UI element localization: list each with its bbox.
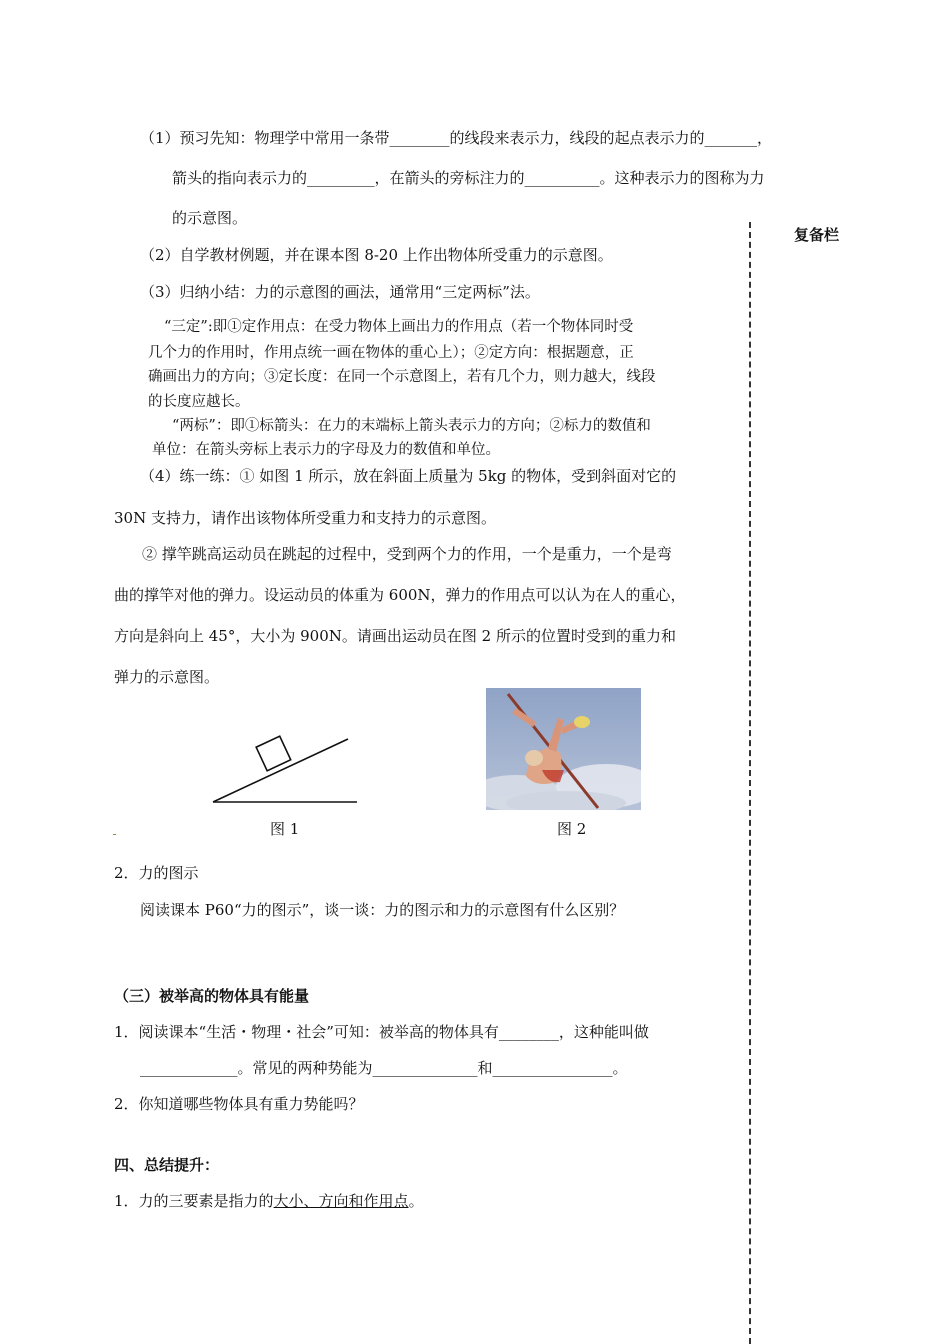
underlined-answer: 大小、方向和作用点 — [273, 1192, 409, 1210]
text-line: 的长度应越长。 — [148, 394, 250, 410]
sidebar-divider — [749, 222, 751, 1344]
text-line: 确画出力的方向；③定长度：在同一个示意图上，若有几个力，则力越大，线段 — [148, 369, 656, 385]
text-line: 单位：在箭头旁标上表示力的字母及力的数值和单位。 — [152, 442, 500, 458]
figure-2-caption: 图 2 — [557, 820, 587, 838]
text-line: （2）自学教材例题，并在课本图 8-20 上作出物体所受重力的示意图。 — [140, 246, 613, 264]
text-line: 的示意图。 — [172, 209, 248, 227]
figure-1-caption: 图 1 — [270, 820, 300, 838]
text-line: 阅读课本 P60“力的图示”，谈一谈：力的图示和力的示意图有什么区别？ — [140, 901, 625, 919]
stray-mark — [113, 834, 116, 835]
text-line: （1）预习先知：物理学中常用一条带________的线段来表示力，线段的起点表示力的_______， — [140, 129, 773, 147]
text-line: 几个力的作用时，作用点统一画在物体的重心上）；②定方向：根据题意，正 — [148, 345, 634, 361]
text-fragment: 1．力的三要素是指力的 — [114, 1192, 274, 1210]
section-heading: 四、总结提升： — [114, 1156, 220, 1174]
sidebar-label: 复备栏 — [794, 226, 840, 244]
text-line: 方向是斜向上 45°，大小为 900N。请画出运动员在图 2 所示的位置时受到的重力和 — [114, 627, 676, 645]
text-fragment: 。 — [408, 1192, 424, 1210]
text-line: 弹力的示意图。 — [114, 668, 220, 686]
section-heading: （三）被举高的物体具有能量 — [114, 987, 310, 1005]
text-line: ② 撑竿跳高运动员在跳起的过程中，受到两个力的作用，一个是重力，一个是弯 — [142, 545, 672, 563]
text-line: 2．力的图示 — [114, 864, 199, 882]
text-line: 1．阅读课本“生活・物理・社会”可知：被举高的物体具有________，这种能叫做 — [114, 1023, 649, 1041]
text-line — [114, 1191, 424, 1211]
incline-figure — [205, 725, 365, 810]
text-line: “三定”:即①定作用点：在受力物体上画出力的作用点（若一个物体同时受 — [164, 319, 634, 335]
text-line: 30N 支持力，请作出该物体所受重力和支持力的示意图。 — [114, 509, 496, 527]
text-line: 箭头的指向表示力的_________，在箭头的旁标注力的__________。这种表示力的图称为力 — [172, 169, 765, 187]
text-line: “两标”：即①标箭头：在力的末端标上箭头表示力的方向；②标力的数值和 — [172, 418, 651, 434]
text-line: _____________。常见的两种势能为______________和________________。 — [140, 1059, 628, 1077]
text-line: （4）练一练：① 如图 1 所示，放在斜面上质量为 5kg 的物体，受到斜面对它的 — [140, 467, 677, 485]
text-line: （3）归纳小结：力的示意图的画法，通常用“三定两标”法。 — [140, 283, 540, 301]
pole-vaulter-photo — [486, 688, 641, 810]
text-line: 曲的撑竿对他的弹力。设运动员的体重为 600N，弹力的作用点可以认为在人的重心， — [114, 586, 686, 604]
text-line: 2．你知道哪些物体具有重力势能吗？ — [114, 1095, 364, 1113]
